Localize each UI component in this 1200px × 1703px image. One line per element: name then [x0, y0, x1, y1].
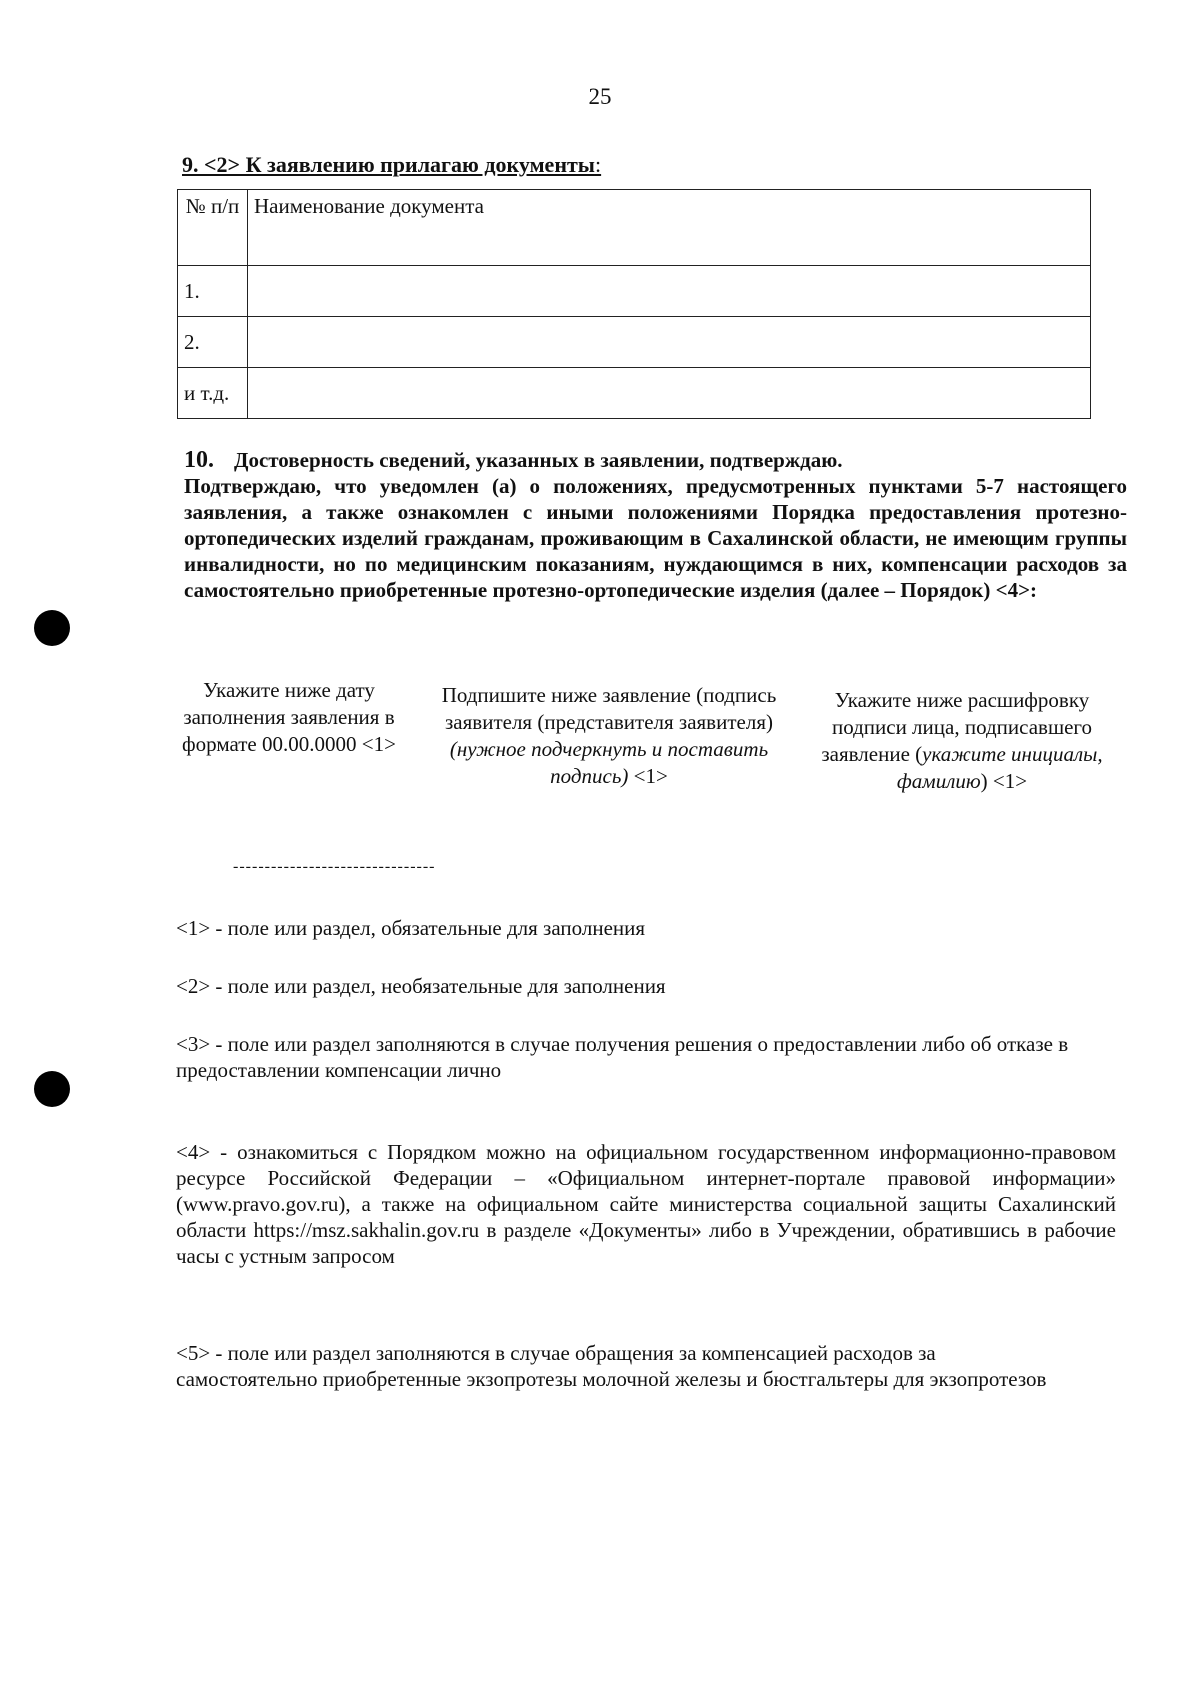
- signature-column-italic: (нужное подчеркнуть и поставить подпись): [449, 737, 769, 788]
- row-num-cell: 2.: [178, 317, 248, 368]
- table-row: [178, 266, 1091, 317]
- footnote-4: <4> - ознакомиться с Порядком можно на официальном государственном информационно-правовом ресурсе Российской Федерации – «Официальном интернет-портале правовой информации» (www.pravo.gov.ru), а также на официальном сайте министерства социальной защиты Сахалинский области https://msz.sakhalin.gov.ru в разделе «Документы» либо в Учреждении, обратившись в рабочие часы с устным запросом: [176, 1140, 1116, 1268]
- row-num-cell: 1.: [178, 266, 248, 317]
- section9-title-text: 9. <2> К заявлению прилагаю документы: [182, 152, 595, 177]
- name-column-tail: ) <1>: [980, 769, 1028, 793]
- header-name-cell: Наименование документа: [248, 190, 1091, 266]
- section9-title-colon: :: [594, 152, 602, 177]
- footnote-divider: --------------------------------: [233, 858, 436, 875]
- signature-column-tail: <1>: [628, 764, 668, 788]
- section10-text: Подтверждаю, что уведомлен (а) о положениях, предусмотренных пунктами 5-7 настоящего заявления, а также ознакомлен с иными положениями Порядка предоставления протезно-ортопедических изделий гражданам, проживающим в Сахалинской области, не имеющим группы инвалидности, но по медицинским показаниям, нуждающимся в них, компенсации расходов за самостоятельно приобретенные протезно-ортопедические изделия (далее – Порядок) <4>:: [184, 474, 1127, 602]
- header-num-cell: № п/п: [178, 190, 248, 266]
- table-header-row: [178, 190, 1091, 266]
- row-name-cell[interactable]: [248, 266, 1091, 317]
- name-column-italic: укажите инициалы, фамилию: [896, 742, 1103, 793]
- signature-column: [418, 682, 800, 790]
- footnote-3: <3> - поле или раздел заполняются в случае получения решения о предоставлении либо об отказе в предоставлении компенсации лично: [176, 1032, 1069, 1082]
- page-number: 25: [588, 84, 612, 109]
- punch-hole: [34, 1071, 70, 1107]
- name-column: [820, 687, 1104, 795]
- table-row: [178, 368, 1091, 419]
- name-column-text: Укажите ниже расшифровку подписи лица, подписавшего заявление (: [821, 688, 1093, 766]
- footnote-2: <2> - поле или раздел, необязательные для заполнения: [176, 974, 666, 998]
- section10-heading-line: [184, 447, 1127, 473]
- date-column: Укажите ниже дату заполнения заявления в формате 00.00.0000 <1>: [182, 678, 396, 756]
- row-num-cell: и т.д.: [178, 368, 248, 419]
- section9-title: [182, 152, 601, 178]
- signature-column-text: Подпишите ниже заявление (подпись заявителя (представителя заявителя): [441, 683, 777, 734]
- row-name-cell[interactable]: [248, 317, 1091, 368]
- section10: [184, 447, 1127, 603]
- row-name-cell[interactable]: [248, 368, 1091, 419]
- footnote-1: <1> - поле или раздел, обязательные для заполнения: [176, 916, 646, 940]
- footnote-5: <5> - поле или раздел заполняются в случае обращения за компенсацией расходов за самостоятельно приобретенные экзопротезы молочной железы и бюстгальтеры для экзопротезов: [176, 1341, 1047, 1391]
- section10-heading: Достоверность сведений, указанных в заявлении, подтверждаю.: [234, 448, 843, 472]
- section10-number: 10.: [184, 447, 214, 473]
- punch-hole: [34, 610, 70, 646]
- documents-table: [177, 189, 1091, 419]
- table-row: [178, 317, 1091, 368]
